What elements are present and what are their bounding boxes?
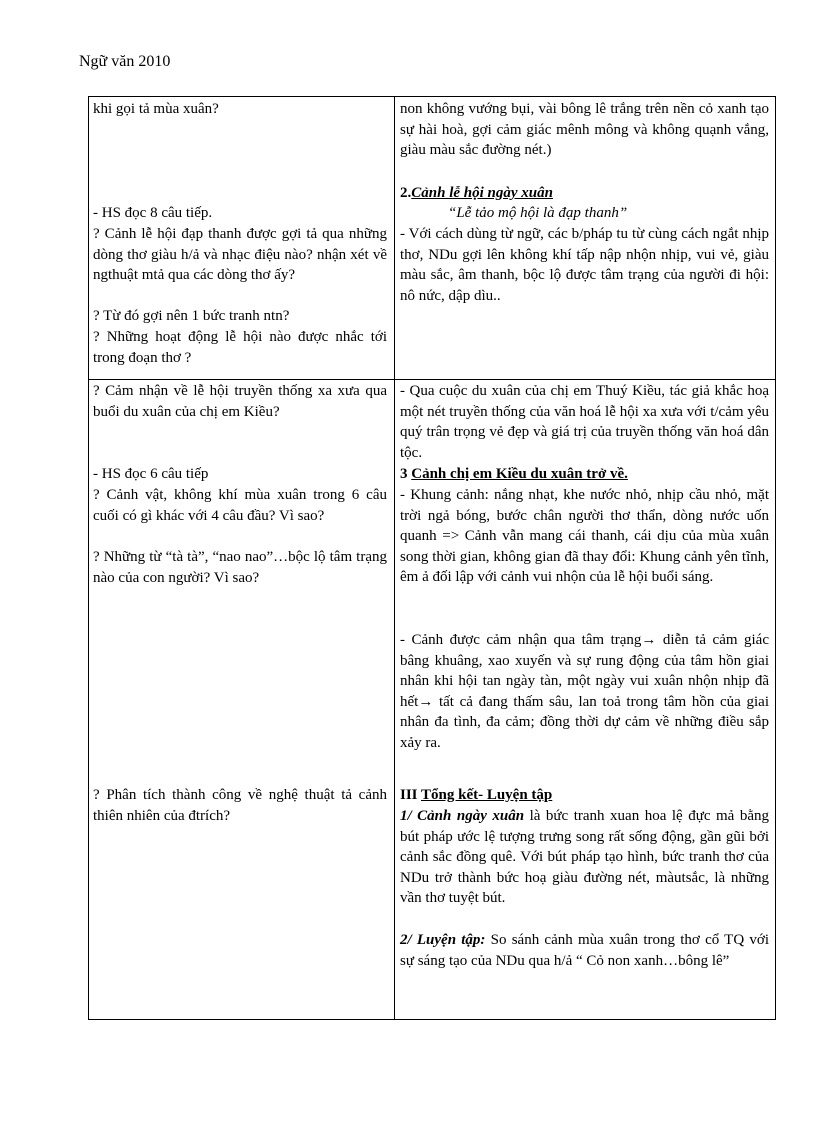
page-header: Ngữ văn 2010 <box>79 53 171 70</box>
answer-text <box>400 630 769 753</box>
question-text: ? Từ đó gợi nên 1 bức tranh ntn? <box>93 308 290 324</box>
question-text: ? Những hoạt động lễ hội nào được nhắc tới trong đoạn thơ ? <box>93 329 387 366</box>
section-number: 3 <box>400 466 412 482</box>
reading-instruction: - HS đọc 8 câu tiếp. <box>93 205 213 221</box>
question-text: ? Phân tích thành công về nghệ thuật tả cảnh thiên nhiên của đtrích? <box>93 787 387 824</box>
answer-text: - Qua cuộc du xuân của chị em Thuý Kiều, tác giả khắc hoạ một nét truyền thống của văn hoá lễ hội xa xưa với t/cảm yêu quý trân trọng vẻ đẹp và giá trị của truyền thống văn hoá dân tộc. <box>400 383 769 461</box>
section-title: Cảnh chị em Kiều du xuân trở về. <box>411 466 628 482</box>
arrow-icon: → <box>641 632 657 648</box>
question-text: khi gọi tả mùa xuân? <box>93 101 219 117</box>
section-quote: “Lễ tảo mộ hội là đạp thanh” <box>448 205 628 221</box>
answer-fragment: tất cả đang thấm sâu, lan toả trong tâm hồn của giai nhân đa tình, đa cảm; đồng thời dự cảm về những điều sắp xảy ra. <box>400 693 769 751</box>
practice-text <box>400 930 769 971</box>
answer-text: non không vướng bụi, vài bông lê trắng trên nền cỏ xanh tạo sự hài hoà, gợi cảm giác mênh mông và không quạnh vắng, giàu màu sắc đường nét.) <box>400 101 769 158</box>
practice-label: 2/ Luyện tập: <box>400 932 486 948</box>
answers-column <box>395 97 775 1019</box>
section-title: Tổng kết- Luyện tập <box>421 787 553 803</box>
questions-column <box>89 97 394 1019</box>
section-heading <box>400 785 769 806</box>
question-text: ? Những từ “tà tà”, “nao nao”…bộc lộ tâm trạng nào của con người? Vì sao? <box>93 549 387 586</box>
summary-text <box>400 806 769 909</box>
question-text: ? Cảnh vật, không khí mùa xuân trong 6 câu cuối có gì khác với 4 câu đầu? Vì sao? <box>93 487 387 524</box>
answer-fragment: diễn tả cảm giác bâng khuâng, xao xuyến và sự rung động của tâm hồn giai nhân khi hội tan ngày tàn, một ngày vui xuân nhộn nhịp đã hết <box>400 632 769 710</box>
arrow-icon: → <box>418 693 434 710</box>
summary-label: 1/ Cảnh ngày xuân <box>400 808 525 824</box>
section-heading <box>400 183 769 204</box>
question-text: ? Cảm nhận về lễ hội truyền thống xa xưa qua buổi du xuân của chị em Kiều? <box>93 383 387 420</box>
question-text: ? Cảnh lễ hội đạp thanh được gợi tả qua những dòng thơ giàu h/ả và nhạc điệu nào? nhận xét về ngthuật mtả qua các dòng thơ ấy? <box>93 226 387 283</box>
lesson-table <box>88 96 776 1020</box>
section-number: 2. <box>400 185 412 201</box>
answer-fragment: - Cảnh được cảm nhận qua tâm trạng <box>400 632 642 648</box>
section-heading <box>400 464 769 485</box>
summary-body: là bức tranh xuan hoa lệ đực mả bằng bút pháp ước lệ tượng trưng song rất sống động, gần gũi bởi cảnh sắc đồng quê. Với bút pháp tạo hình, bức tranh thơ của NDu trở thành bức hoạ giàu đường nét, màutsắc, là những vần thơ tuyệt bút. <box>400 808 769 906</box>
section-number: III <box>400 787 421 803</box>
answer-text: - Với cách dùng từ ngữ, các b/pháp tu từ cùng cách ngắt nhịp thơ, NDu gợi lên không khí tấp nập nhộn nhịp, vui vẻ, giàu màu sắc, âm thanh, bộc lộ được tâm trạng của người đi hội: nô nức, dập dìu.. <box>400 226 769 304</box>
answer-text: - Khung cảnh: nắng nhạt, khe nước nhỏ, nhịp cầu nhỏ, mặt trời ngả bóng, bước chân người thơ thẩn, dòng nước uốn quanh => Cảnh vẫn mang cái thanh, cái dịu của mùa xuân song thời gian, không gian đã thay đổi: Khung cảnh yên tĩnh, êm ả đối lập với cảnh vui nhộn của lễ hội buổi sáng. <box>400 487 769 585</box>
reading-instruction: - HS đọc 6 câu tiếp <box>93 466 209 482</box>
section-title: Cảnh lễ hội ngày xuân <box>411 185 553 201</box>
practice-body: So sánh cảnh mùa xuân trong thơ cổ TQ với sự sáng tạo của NDu qua h/ả “ Cỏ non xanh…bông lê” <box>400 932 769 969</box>
